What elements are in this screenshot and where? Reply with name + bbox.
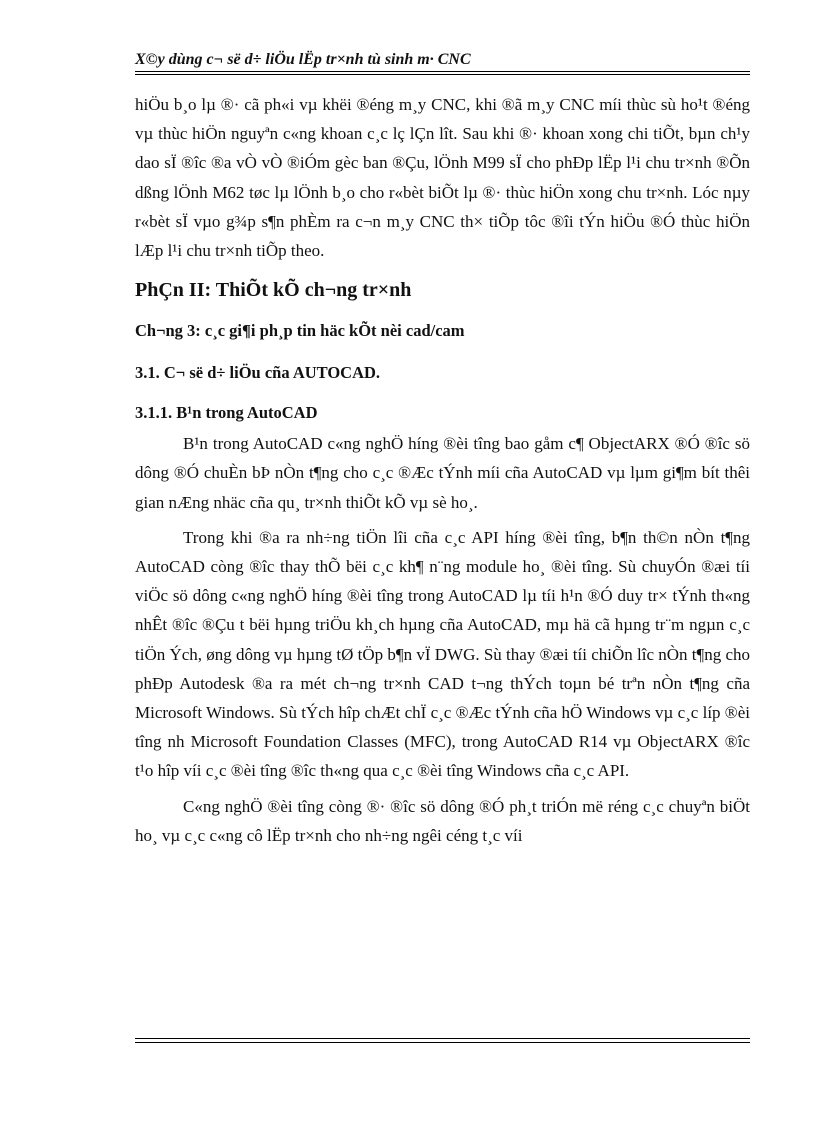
subsection-title: 3.1.1. B¹n trong AutoCAD [135, 403, 318, 423]
intro-paragraph: hiÖu b¸o lµ ®· cã ph«i vµ khëi ®éng m¸y CNC, khi ®ã m¸y CNC míi thùc sù ho¹t ®éng vµ thùc hiÖn nguyªn c«ng khoan c¸c lç lÇn lît. Sau khi ®· khoan xong chi tiÕt, bµn ch¹y dao sÏ ®îc ®a vÒ vÒ ®iÓm gèc ban ®Çu, lÖnh M99 sÏ cho phÐp lËp l¹i chu tr×nh ®Õn dßng lÖnh M62 tøc lµ lÖnh b¸o cho r«bèt biÕt lµ ®· thùc hiÖn xong chu tr×nh. Lóc nµy r«bèt sÏ vµo g¾p s¶n phÈm ra c¬n m¸y CNC th× tiÕp tôc ®îi tÝn hiÖu ®Ó thùc hiÖn lÆp l¹i chu tr×nh tiÕp theo. [135, 95, 750, 261]
chapter-title: Ch¬ng 3: c¸c gi¶i ph¸p tin häc kÕt nèi cad/cam [135, 321, 465, 341]
part-title: PhÇn II: ThiÕt kÕ ch¬ng tr×nh [135, 279, 412, 302]
body-paragraph: B¹n trong AutoCAD c«ng nghÖ híng ®èi tîng bao gåm c¶ ObjectARX ®Ó ®îc sö dông ®Ó chuÈn bÞ nÒn t¶ng cho c¸c ®Æc tÝnh míi cña AutoCAD vµ lµm gi¶m bít thêi gian nÆng nhäc cña qu¸ tr×nh thiÕt kÕ vµ sè ho¸. [135, 434, 750, 512]
page-content [135, 90, 750, 850]
footer-double-rule [135, 1038, 750, 1043]
page-header-title: X©y dùng c¬ së d÷ liÖu lËp tr×nh tù sinh m· CNC [135, 51, 471, 68]
body-paragraph: C«ng nghÖ ®èi tîng còng ®· ®îc sö dông ®Ó ph¸t triÓn më réng c¸c chuyªn biÖt ho¸ vµ c¸c c«ng cô lËp tr×nh cho nh÷ng ngêi céng t¸c víi [135, 796, 750, 845]
body-paragraph: Trong khi ®a ra nh÷ng tiÖn lîi cña c¸c API híng ®èi tîng, b¶n th©n nÒn t¶ng AutoCAD còng ®îc thay thÕ bëi c¸c kh¶ n¨ng module ho¸ ®èi tîng. Sù chuyÓn ®æi tíi viÖc sö dông c«ng nghÖ híng ®èi tîng trong AutoCAD lµ tíi h¹n ®Ó duy tr× tÝnh th«ng nhÊt ®îc ®Çu t bëi hµng triÖu kh¸ch hµng cña AutoCAD, mµ hä cã hµng tr¨m ngµn c¸c tiÖn Ých, øng dông vµ hµng tØ tÖp b¶n vÏ DWG. Sù thay ®æi tíi chiÕn lîc nÒn t¶ng cho phÐp Autodesk ®a ra mét ch¬ng tr×nh CAD t¬ng thÝch toµn bé trªn nÒn t¶ng cña Microsoft Windows. Sù tÝch hîp chÆt chÏ c¸c ®Æc tÝnh cña hÖ Windows vµ c¸c líp ®èi tîng nh Microsoft Foundation Classes (MFC), trong AutoCAD R14 vµ ObjectARX ®îc t¹o hîp víi c¸c ®èi tîng ®îc th«ng qua c¸c ®èi tîng Windows cña c¸c API. [135, 527, 751, 781]
header-double-rule [135, 71, 750, 75]
section-title: 3.1. C¬ së d÷ liÖu cña AUTOCAD. [135, 363, 381, 383]
